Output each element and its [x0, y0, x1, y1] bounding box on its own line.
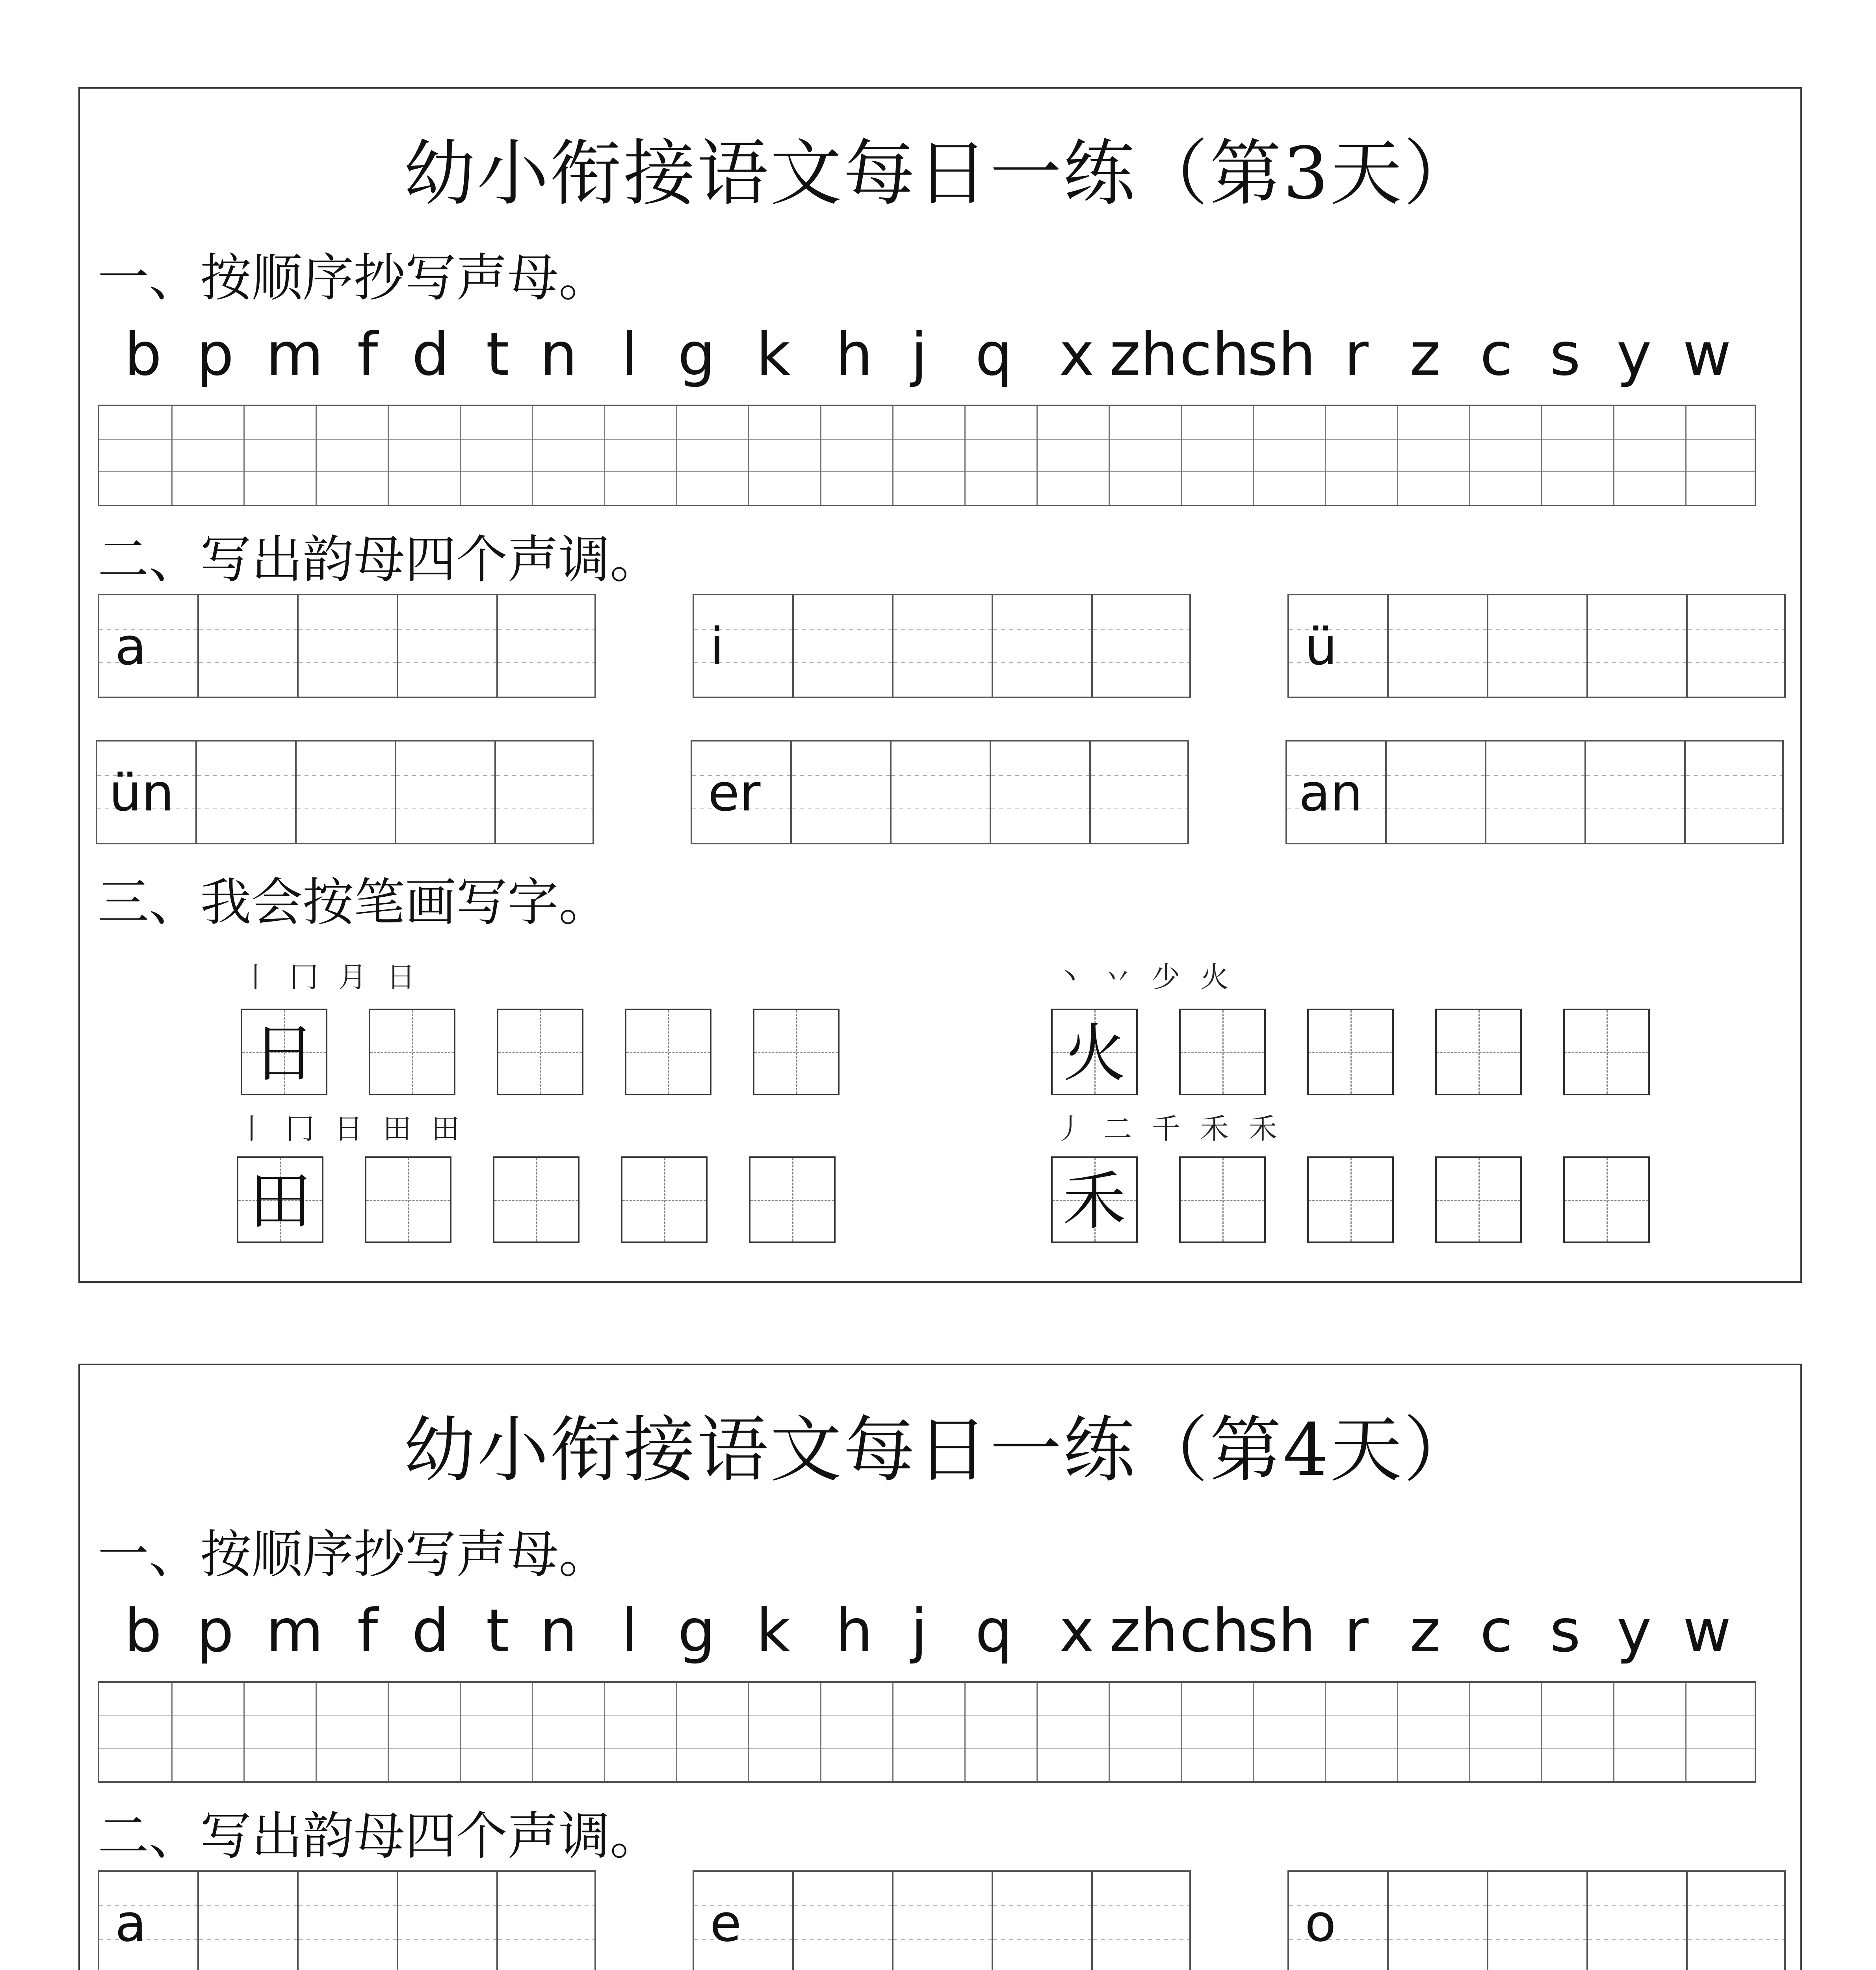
initial-letter: s — [1549, 1597, 1581, 1665]
practice-box[interactable] — [621, 1156, 708, 1243]
initial-letter: f — [357, 1597, 378, 1665]
model-char-box — [237, 1156, 323, 1243]
model-character: 火 — [1062, 1017, 1126, 1090]
model-char-box — [1051, 1009, 1138, 1095]
initial-letter: q — [975, 1597, 1013, 1665]
section-1-heading: 一、按顺序抄写声母。 — [98, 248, 610, 308]
vowel-tone-box[interactable] — [693, 1870, 1191, 1970]
vowel-tone-box[interactable] — [96, 740, 594, 844]
vowel-label: a — [115, 617, 147, 676]
practice-box[interactable] — [1179, 1009, 1266, 1095]
initial-letter: ch — [1179, 320, 1250, 389]
model-character: 日 — [252, 1017, 316, 1090]
initial-letter: s — [1549, 320, 1581, 389]
worksheet-title: 幼小衔接语文每日一练（第3天） — [403, 132, 1477, 215]
initial-letter: t — [486, 320, 509, 389]
worksheet-day-3 — [78, 87, 1802, 1283]
initial-letter: q — [975, 320, 1013, 389]
model-char-box — [1051, 1156, 1138, 1243]
initial-letter: k — [756, 320, 791, 389]
worksheet-title: 幼小衔接语文每日一练（第4天） — [403, 1408, 1477, 1492]
stroke-order: 丿 二 千 禾 禾 — [1055, 1112, 1283, 1145]
initial-letter: n — [540, 320, 578, 389]
section-2-heading: 二、写出韵母四个声调。 — [98, 530, 661, 589]
practice-box[interactable] — [625, 1009, 711, 1095]
initial-letter: h — [835, 320, 873, 389]
practice-box[interactable] — [497, 1009, 583, 1095]
initials-writing-grid[interactable] — [98, 405, 1756, 506]
worksheet-day-4 — [78, 1364, 1802, 1970]
initial-letter: w — [1683, 320, 1731, 389]
vowel-label: ü — [1305, 617, 1337, 676]
initial-letter: x — [1059, 320, 1094, 389]
section-2-heading: 二、写出韵母四个声调。 — [98, 1806, 661, 1866]
initial-letter: m — [266, 1597, 324, 1665]
vowel-tone-box[interactable] — [1287, 594, 1786, 698]
vowel-tone-box[interactable] — [1285, 740, 1784, 844]
initial-letter: c — [1480, 1597, 1513, 1665]
initial-letter: h — [835, 1597, 873, 1665]
practice-box[interactable] — [365, 1156, 451, 1243]
practice-box[interactable] — [1563, 1009, 1650, 1095]
initial-letter: b — [124, 1597, 162, 1665]
practice-box[interactable] — [1179, 1156, 1266, 1243]
initial-letter: ch — [1179, 1597, 1250, 1665]
initial-letter: k — [756, 1597, 791, 1665]
practice-box[interactable] — [749, 1156, 836, 1243]
practice-box[interactable] — [1435, 1009, 1522, 1095]
initial-letter: zh — [1109, 1597, 1178, 1665]
vowel-label: er — [708, 763, 761, 823]
vowel-label: ün — [109, 763, 174, 823]
vowel-tone-box[interactable] — [691, 740, 1189, 844]
model-char-box — [241, 1009, 327, 1095]
initial-letter: n — [540, 1597, 578, 1665]
section-3-heading: 三、我会按笔画写字。 — [98, 872, 610, 932]
initial-letter: r — [1344, 1597, 1369, 1665]
initial-letter: j — [911, 320, 927, 389]
practice-box[interactable] — [1563, 1156, 1650, 1243]
vowel-label: i — [710, 617, 724, 676]
initial-letter: y — [1616, 320, 1652, 389]
initial-letter: z — [1410, 320, 1441, 389]
initial-letter: c — [1480, 320, 1513, 389]
stroke-order: 丶 丷 少 火 — [1055, 961, 1234, 994]
initial-letter: m — [266, 320, 324, 389]
practice-box[interactable] — [493, 1156, 580, 1243]
initials-row — [80, 315, 1800, 394]
vowel-tone-box[interactable] — [693, 594, 1191, 698]
initial-letter: r — [1344, 320, 1369, 389]
initial-letter: zh — [1109, 320, 1178, 389]
initials-writing-grid[interactable] — [98, 1681, 1756, 1783]
initials-row — [80, 1592, 1800, 1671]
initial-letter: d — [412, 1597, 449, 1665]
practice-box[interactable] — [369, 1009, 455, 1095]
stroke-order: 丨 冂 日 田 田 — [238, 1112, 465, 1145]
model-character: 禾 — [1062, 1164, 1126, 1238]
initial-letter: w — [1683, 1597, 1731, 1665]
practice-box[interactable] — [1307, 1156, 1394, 1243]
practice-box[interactable] — [1307, 1009, 1394, 1095]
initial-letter: y — [1616, 1597, 1652, 1665]
initial-letter: sh — [1247, 320, 1316, 389]
initial-letter: t — [486, 1597, 509, 1665]
initial-letter: d — [412, 320, 449, 389]
initial-letter: p — [196, 1597, 234, 1665]
initial-letter: f — [357, 320, 378, 389]
vowel-label: an — [1299, 763, 1363, 823]
vowel-label: o — [1305, 1893, 1336, 1953]
model-character: 田 — [248, 1164, 312, 1238]
initial-letter: x — [1059, 1597, 1094, 1665]
initial-letter: j — [911, 1597, 927, 1665]
vowel-label: a — [115, 1893, 147, 1953]
initial-letter: sh — [1247, 1597, 1316, 1665]
initial-letter: l — [621, 320, 638, 389]
initial-letter: z — [1410, 1597, 1441, 1665]
vowel-tone-box[interactable] — [98, 1870, 596, 1970]
section-1-heading: 一、按顺序抄写声母。 — [98, 1524, 610, 1584]
initial-letter: g — [678, 1597, 715, 1665]
initial-letter: b — [124, 320, 162, 389]
initial-letter: p — [196, 320, 234, 389]
initial-letter: g — [678, 320, 715, 389]
vowel-tone-box[interactable] — [98, 594, 596, 698]
initial-letter: l — [621, 1597, 638, 1665]
practice-box[interactable] — [1435, 1156, 1522, 1243]
practice-box[interactable] — [753, 1009, 840, 1095]
stroke-order: 丨 冂 月 日 — [241, 961, 421, 994]
vowel-label: e — [710, 1893, 741, 1953]
vowel-tone-box[interactable] — [1287, 1870, 1786, 1970]
